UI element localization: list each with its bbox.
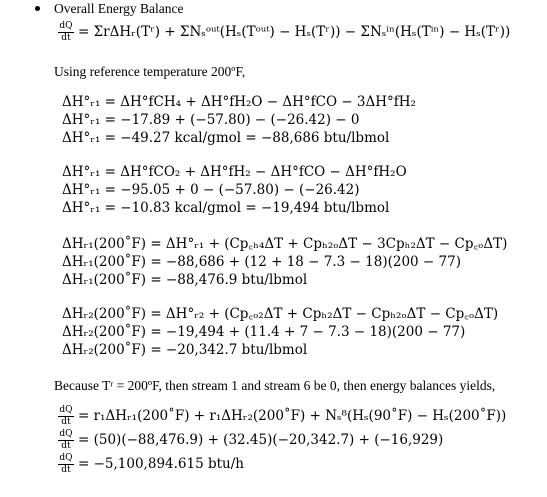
- r2-line-2: ΔH°ᵣ₁ = −95.05 + 0 − (−57.80) − (−26.42): [62, 182, 360, 198]
- r1-line-2: ΔH°ᵣ₁ = −17.89 + (−57.80) − (−26.42) − 0: [62, 112, 360, 128]
- fraction-numerator: dQ: [59, 453, 73, 463]
- dq-dt-fraction: [58, 22, 74, 43]
- fraction-denominator: dt: [61, 33, 71, 43]
- section-heading: Overall Energy Balance: [54, 1, 184, 16]
- r2-200f-line-3: ΔHᵣ₂(200˚F) = −20,342.7 btu/lbmol: [62, 342, 308, 358]
- fraction-denominator: dt: [61, 441, 71, 451]
- fraction-numerator: dQ: [59, 405, 73, 415]
- bullet-icon: [35, 6, 40, 11]
- final-line-2: = (50)(−88,476.9) + (32.45)(−20,342.7) + (−16,929): [78, 432, 444, 448]
- because-text: Because Tʳ = 200ºF, then stream 1 and stream 6 be 0, then energy balances yields,: [54, 378, 496, 393]
- fraction-numerator: dQ: [59, 429, 73, 439]
- dq-dt-fraction: [58, 430, 74, 451]
- r2-line-3: ΔH°ᵣ₁ = −10.83 kcal/gmol = −19,494 btu/lbmol: [62, 200, 390, 216]
- r1-200f-line-3: ΔHᵣ₁(200˚F) = −88,476.9 btu/lbmol: [62, 272, 308, 288]
- fraction-denominator: dt: [61, 465, 71, 475]
- fraction-denominator: dt: [61, 417, 71, 427]
- dq-dt-fraction: [58, 454, 74, 475]
- fraction-numerator: dQ: [59, 21, 73, 31]
- r1-line-1: ΔH°ᵣ₁ = ΔH°fCH₄ + ΔH°fH₂O − ΔH°fCO − 3ΔH°fH₂: [62, 94, 416, 110]
- r2-200f-line-2: ΔHᵣ₂(200˚F) = −19,494 + (11.4 + 7 − 7.3 − 18)(200 − 77): [62, 324, 466, 340]
- r1-200f-line-1: ΔHᵣ₁(200˚F) = ΔH°ᵣ₁ + (Cp꜀ₕ₄ΔT + Cpₕ₂ₒΔT − 3Cpₕ₂ΔT − Cp꜀ₒΔT): [62, 236, 508, 252]
- r2-line-1: ΔH°ᵣ₁ = ΔH°fCO₂ + ΔH°fH₂ − ΔH°fCO − ΔH°fH₂O: [62, 164, 407, 180]
- final-line-3: = −5,100,894.615 btu/h: [78, 456, 244, 472]
- r1-line-3: ΔH°ᵣ₁ = −49.27 kcal/gmol = −88,686 btu/lbmol: [62, 130, 390, 146]
- r2-200f-line-1: ΔHᵣ₂(200˚F) = ΔH°ᵣ₂ + (Cp꜀ₒ₂ΔT + Cpₕ₂ΔT − Cpₕ₂ₒΔT − Cp꜀ₒΔT): [62, 306, 499, 322]
- reference-temperature-text: Using reference temperature 200ºF,: [54, 64, 246, 79]
- energy-balance-equation: = ΣrΔHᵣ(Tʳ) + ΣNₛᵒᵘᵗ(Hₛ(Tᵒᵘᵗ) − Hₛ(Tʳ)) − ΣNₛⁱⁿ(Hₛ(Tⁱⁿ) − Hₛ(Tʳ)): [78, 24, 511, 40]
- final-line-1: = r₁ΔHᵣ₁(200˚F) + r₁ΔHᵣ₂(200˚F) + Nₛ⁸(Hₛ(90˚F) − Hₛ(200˚F)): [78, 408, 507, 424]
- r1-200f-line-2: ΔHᵣ₁(200˚F) = −88,686 + (12 + 18 − 7.3 − 18)(200 − 77): [62, 254, 461, 270]
- dq-dt-fraction: [58, 406, 74, 427]
